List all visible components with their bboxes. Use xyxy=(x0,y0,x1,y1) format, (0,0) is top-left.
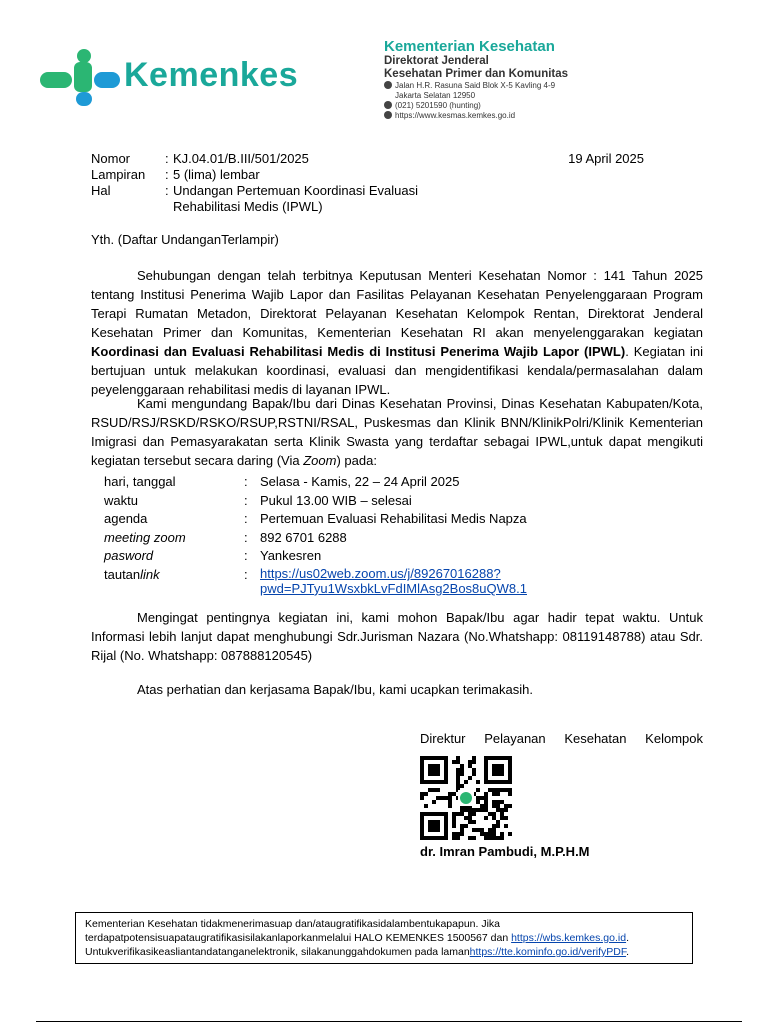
lampiran-row: Lampiran : 5 (lima) lembar xyxy=(91,167,260,182)
hal-row: Hal : Undangan Pertemuan Koordinasi Evaluasi Rehabilitasi Medis (IPWL) xyxy=(91,183,418,214)
detail-row-zoom: meeting zoom : 892 6701 6288 xyxy=(104,529,347,545)
verify-pdf-link[interactable]: https://tte.kominfo.go.id/verifyPDF xyxy=(469,946,627,958)
qr-code-icon xyxy=(420,756,512,840)
letter-meta xyxy=(91,151,418,215)
kemenkes-logo-icon xyxy=(36,48,126,108)
ministry-name: Kementerian Kesehatan xyxy=(384,38,555,55)
directorate-line-2: Kesehatan Primer dan Komunitas xyxy=(384,68,569,80)
website-line[interactable]: https://www.kesmas.kemkes.go.id xyxy=(384,111,568,121)
phone-icon xyxy=(384,101,392,109)
address-line-1: Jalan H.R. Rasuna Said Blok X-5 Kavling 4-9 xyxy=(384,81,568,91)
wbs-link[interactable]: https://wbs.kemkes.go.id xyxy=(511,932,627,944)
address-line-2: Jakarta Selatan 12950 xyxy=(395,91,476,100)
event-details xyxy=(104,473,527,596)
globe-icon xyxy=(384,111,392,119)
detail-row-link: tautanlink : https://us02web.zoom.us/j/89267016288? pwd=PJTyu1WsxbkLvFdIMlAsg2Bos8uQW8.1 xyxy=(104,565,527,596)
zoom-link[interactable]: https://us02web.zoom.us/j/89267016288? pwd=PJTyu1WsxbkLvFdIMlAsg2Bos8uQW8.1 xyxy=(260,565,527,596)
directorate-line-1: Direktorat Jenderal xyxy=(384,55,489,67)
location-icon xyxy=(384,81,392,89)
paragraph-2: Kami mengundang Bapak/Ibu dari Dinas Kesehatan Provinsi, Dinas Kesehatan Kabupaten/Kota, RSUD/RSJ/RSKD/RSKO/RSUP,RSTNI/RSAL, Puskesmas dan Klinik BNN/KlinikPolri/Klinik Kementerian Imigrasi dan Pemasyarakatan serta Klinik Swasta yang terdaftar sebagai IPWL,untuk dapat mengikuti kegiatan tersebut secara daring (Via Zoom) pada: xyxy=(91,396,703,468)
lampiran-value: 5 (lima) lembar xyxy=(173,167,260,182)
nomor-row: Nomor : KJ.04.01/B.III/501/2025 xyxy=(91,151,309,166)
hal-value: Undangan Pertemuan Koordinasi Evaluasi Rehabilitasi Medis (IPWL) xyxy=(173,183,418,214)
letterhead-text xyxy=(384,38,568,121)
paragraph-4: Atas perhatian dan kerjasama Bapak/Ibu, kami ucapkan terimakasih. xyxy=(137,682,533,697)
paragraph-3: Mengingat pentingnya kegiatan ini, kami mohon Bapak/Ibu agar hadir tepat waktu. Untuk Informasi lebih lanjut dapat menghubungi Sdr.Jurisman Nazara (No.Whatshapp: 08119148788) atau Sdr. Rijal (No. Whatshapp: 087888120545) xyxy=(91,610,703,663)
phone-line: (021) 5201590 (hunting) xyxy=(384,101,568,111)
signer-name: dr. Imran Pambudi, M.P.H.M xyxy=(420,844,590,859)
detail-row-time: waktu : Pukul 13.00 WIB – selesai xyxy=(104,492,412,508)
detail-row-password: pasword : Yankesren xyxy=(104,548,322,564)
detail-row-agenda: agenda : Pertemuan Evaluasi Rehabilitasi Medis Napza xyxy=(104,511,527,527)
signer-title: Direktur Pelayanan Kesehatan Kelompok xyxy=(420,731,703,746)
salutation: Yth. (Daftar UndanganTerlampir) xyxy=(91,232,279,247)
letter-date: 19 April 2025 xyxy=(568,151,644,166)
nomor-value: KJ.04.01/B.III/501/2025 xyxy=(173,151,309,166)
detail-row-day: hari, tanggal : Selasa - Kamis, 22 – 24 April 2025 xyxy=(104,474,460,489)
paragraph-1: Sehubungan dengan telah terbitnya Keputusan Menteri Kesehatan Nomor : 141 Tahun 2025 tentang Institusi Penerima Wajib Lapor dan Fasilitas Pelayanan Kesehatan Penyelenggaraan Program Terapi Rumatan Metadon, Direktorat Pelayanan Kesehatan Kelompok Rentan, Direktorat Jenderal Kesehatan Primer dan Komunitas, Kementerian Kesehatan RI akan menyelenggarakan kegiatan Koordinasi dan Evaluasi Rehabilitasi Medis di Institusi Penerima Wajib Lapor (IPWL). Kegiatan ini bertujuan untuk melakukan koordinasi, evaluasi dan mengidentifikasi kendala/permasalahan dalam peyelenggaraan rehabilitasi medis di layanan IPWL. xyxy=(91,268,703,397)
footer-notice: Kementerian Kesehatan tidakmenerimasuap dan/ataugratifikasidalambentukapapun. Jika terdapatpotensisuapataugratifikasisilakanlaporkanmelalui HALO KEMENKES 1500567 dan https://wbs.kemkes.go.id. Untukverifikasikeasliantandatanganelektronik, silakanunggahdokumen pada lamanhttps://tte.kominfo.go.id/verifyPDF. xyxy=(75,912,693,964)
brand-name: Kemenkes xyxy=(124,56,299,94)
bottom-divider xyxy=(36,1021,742,1022)
